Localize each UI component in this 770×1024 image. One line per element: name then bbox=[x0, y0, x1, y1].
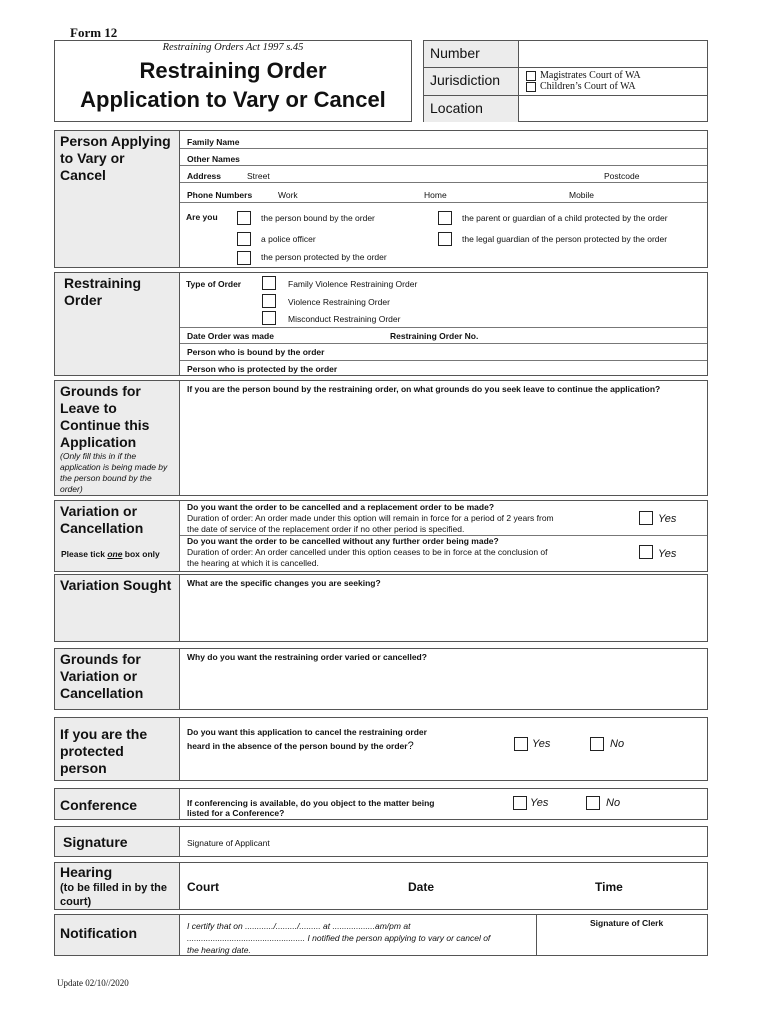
hearing-time-label: Time bbox=[595, 880, 623, 894]
location-field[interactable] bbox=[519, 96, 707, 122]
protected-section bbox=[180, 717, 708, 781]
home-label: Home bbox=[424, 190, 447, 200]
form-number: Form 12 bbox=[70, 25, 118, 40]
date-order-row[interactable] bbox=[180, 327, 707, 344]
absence-question-2: heard in the absence of the person bound by the order? bbox=[187, 740, 414, 752]
family-name-row[interactable] bbox=[180, 131, 707, 149]
protected-option: the person protected by the order bbox=[261, 252, 387, 262]
bound-checkbox[interactable] bbox=[237, 211, 251, 225]
address-label: Address bbox=[187, 171, 222, 181]
protected-person-row[interactable] bbox=[180, 361, 707, 376]
update-date: Update 02/10//2020 bbox=[57, 978, 129, 988]
phone-row[interactable] bbox=[180, 183, 707, 203]
childrens-checkbox[interactable] bbox=[526, 82, 536, 92]
act-reference: Restraining Orders Act 1997 s.45 bbox=[162, 42, 304, 53]
legal-guardian-option: the legal guardian of the person protected by the order bbox=[462, 234, 668, 244]
grounds-leave-note: (Only fill this in if the application is being made by the person bound by the order) bbox=[60, 451, 168, 494]
signature-section-label: Signature bbox=[54, 826, 180, 857]
sought-field[interactable] bbox=[180, 574, 708, 642]
hearing-section bbox=[180, 862, 708, 910]
replacement-question: Do you want the order to be cancelled and a replacement order to be made? bbox=[187, 502, 495, 512]
page-subtitle: Application to Vary or Cancel bbox=[80, 87, 386, 112]
protected-person-label: Person who is protected by the order bbox=[187, 364, 338, 374]
parent-checkbox[interactable] bbox=[438, 211, 452, 225]
sought-section-label: Variation Sought bbox=[54, 574, 180, 642]
absence-question-1: Do you want this application to cancel the restraining order bbox=[187, 727, 427, 737]
jurisdiction-label: Jurisdiction bbox=[424, 68, 519, 96]
other-names-label: Other Names bbox=[187, 154, 240, 164]
vro-checkbox[interactable] bbox=[262, 294, 276, 308]
are-you-label: Are you bbox=[186, 212, 218, 222]
applicant-section bbox=[180, 130, 708, 268]
clerk-signature-label: Signature of Clerk bbox=[590, 918, 664, 928]
address-row[interactable] bbox=[180, 166, 707, 183]
grounds-var-field[interactable] bbox=[180, 648, 708, 710]
mobile-label: Mobile bbox=[569, 190, 595, 200]
postcode-label: Postcode bbox=[604, 171, 640, 181]
conference-question-1: If conferencing is available, do you object to the matter being bbox=[187, 798, 435, 808]
replacement-detail-2: the date of service of the replacement order if no other period is specified. bbox=[187, 524, 465, 534]
grounds-leave-question: If you are the person bound by the restraining order, on what grounds do you seek leave to continue the application? bbox=[187, 384, 661, 394]
childrens-label: Children’s Court of WA bbox=[540, 81, 636, 92]
conference-no-checkbox[interactable] bbox=[586, 796, 600, 810]
order-section-label: Restraining Order bbox=[54, 272, 180, 376]
family-name-label: Family Name bbox=[187, 137, 240, 147]
cancel-question: Do you want the order to be cancelled without any further order being made? bbox=[187, 536, 499, 546]
jurisdiction-field bbox=[519, 68, 707, 96]
cancel-yes-checkbox[interactable] bbox=[639, 545, 653, 559]
hearing-date-label: Date bbox=[408, 880, 435, 894]
absence-yes-label: Yes bbox=[532, 738, 551, 750]
grounds-leave-label bbox=[54, 380, 180, 496]
notification-text bbox=[187, 920, 490, 956]
hearing-section-label bbox=[54, 862, 180, 910]
type-of-order-label: Type of Order bbox=[186, 279, 242, 289]
conference-question-2: listed for a Conference? bbox=[187, 808, 285, 818]
legal-guardian-checkbox[interactable] bbox=[438, 232, 452, 246]
clerk-signature-field[interactable] bbox=[536, 915, 537, 955]
tick-one-note: Please tick one box only bbox=[61, 549, 160, 559]
number-field[interactable] bbox=[519, 41, 707, 68]
hearing-title: Hearing bbox=[60, 864, 113, 880]
absence-no-checkbox[interactable] bbox=[590, 737, 604, 751]
parent-option: the parent or guardian of a child protected by the order bbox=[462, 213, 668, 223]
order-no-label: Restraining Order No. bbox=[390, 331, 479, 341]
mro-option: Misconduct Restraining Order bbox=[288, 314, 401, 324]
signature-field[interactable] bbox=[180, 826, 708, 857]
magistrates-label: Magistrates Court of WA bbox=[540, 70, 641, 81]
cancel-detail-1: Duration of order: An order cancelled under this option ceases to be in force at the conclusion of bbox=[187, 547, 548, 557]
protected-checkbox[interactable] bbox=[237, 251, 251, 265]
conference-yes-checkbox[interactable] bbox=[513, 796, 527, 810]
mro-checkbox[interactable] bbox=[262, 311, 276, 325]
other-names-row[interactable] bbox=[180, 149, 707, 166]
conference-yes-label: Yes bbox=[530, 797, 549, 809]
absence-no-label: No bbox=[610, 738, 625, 750]
hearing-note: (to be filled in by the court) bbox=[60, 882, 167, 908]
grounds-var-question: Why do you want the restraining order varied or cancelled? bbox=[187, 652, 427, 662]
work-label: Work bbox=[278, 190, 298, 200]
notification-section-label: Notification bbox=[54, 914, 180, 956]
replacement-yes-checkbox[interactable] bbox=[639, 511, 653, 525]
fvro-checkbox[interactable] bbox=[262, 276, 276, 290]
grounds-leave-title: Grounds for Leave to Continue this Application bbox=[60, 383, 150, 450]
notification-line-1: I certify that on ............/........./......... at ..................am/pm at bbox=[187, 921, 411, 931]
variation-title: Variation or Cancellation bbox=[60, 503, 144, 536]
applicant-section-label: Person Applying to Vary or Cancel bbox=[54, 130, 180, 268]
title-box bbox=[54, 40, 412, 122]
replacement-yes-label: Yes bbox=[658, 513, 677, 525]
location-label: Location bbox=[424, 96, 519, 122]
protected-section-label: If you are the protected person bbox=[54, 717, 180, 781]
court-info-box bbox=[423, 40, 708, 122]
hearing-court-label: Court bbox=[187, 880, 219, 894]
police-checkbox[interactable] bbox=[237, 232, 251, 246]
police-option: a police officer bbox=[261, 234, 316, 244]
variation-section-label bbox=[54, 500, 180, 572]
grounds-var-label: Grounds for Variation or Cancellation bbox=[54, 648, 180, 710]
variation-section bbox=[180, 500, 708, 572]
notification-line-3: the hearing date. bbox=[187, 945, 251, 955]
phone-label: Phone Numbers bbox=[187, 190, 253, 200]
conference-section-label: Conference bbox=[54, 788, 180, 820]
absence-yes-checkbox[interactable] bbox=[514, 737, 528, 751]
magistrates-checkbox[interactable] bbox=[526, 71, 536, 81]
sought-question: What are the specific changes you are seeking? bbox=[187, 578, 381, 588]
bound-person-label: Person who is bound by the order bbox=[187, 347, 325, 357]
number-label: Number bbox=[424, 41, 519, 68]
bound-person-row[interactable] bbox=[180, 344, 707, 361]
cancel-yes-label: Yes bbox=[658, 548, 677, 560]
conference-no-label: No bbox=[606, 797, 621, 809]
page-title: Restraining Order bbox=[139, 58, 327, 83]
date-order-label: Date Order was made bbox=[187, 331, 274, 341]
conference-section bbox=[180, 788, 708, 820]
replacement-detail-1: Duration of order: An order made under this option will remain in force for a period of 2 years from bbox=[187, 513, 554, 523]
street-label: Street bbox=[247, 171, 270, 181]
order-section bbox=[180, 272, 708, 376]
grounds-leave-field[interactable] bbox=[180, 380, 708, 496]
fvro-option: Family Violence Restraining Order bbox=[288, 279, 418, 289]
notification-section bbox=[180, 914, 708, 956]
notification-line-2: .................................................. I notified the person applying to vary or cancel of bbox=[187, 933, 491, 943]
bound-option: the person bound by the order bbox=[261, 213, 375, 223]
signature-applicant-label: Signature of Applicant bbox=[187, 838, 270, 848]
vro-option: Violence Restraining Order bbox=[288, 297, 390, 307]
cancel-detail-2: the hearing at which it is cancelled. bbox=[187, 558, 319, 568]
